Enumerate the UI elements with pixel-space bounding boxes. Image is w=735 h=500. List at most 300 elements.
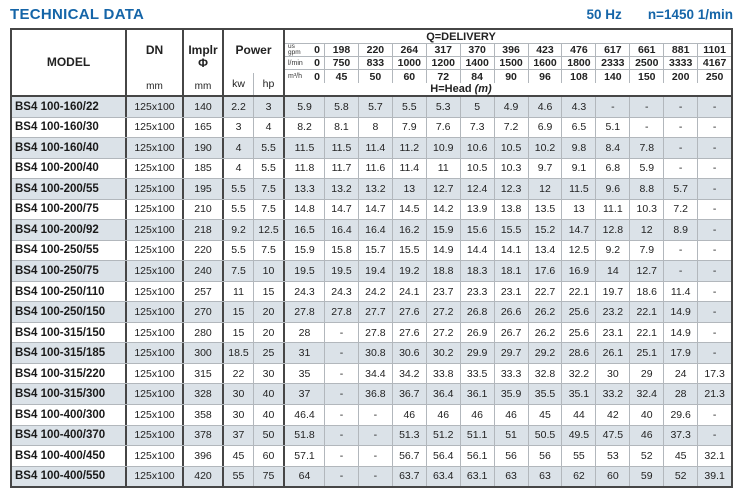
impeller-cell: 185 <box>184 159 224 179</box>
model-cell: BS4 100-200/55 <box>12 179 127 199</box>
head-cell: 15.5 <box>393 241 427 261</box>
kw-cell: 4 <box>224 138 254 158</box>
table-row <box>12 261 731 282</box>
head-cell: 33.3 <box>495 364 529 384</box>
page-title: TECHNICAL DATA <box>10 6 145 23</box>
head-cell: - <box>712 244 717 257</box>
head-cell: 8.1 <box>325 118 359 138</box>
head-cell: 26.8 <box>461 302 495 322</box>
table-row <box>12 282 731 303</box>
delivery-value: 4167 <box>702 57 727 69</box>
head-cell: 45 <box>664 446 698 466</box>
impeller-cell: 257 <box>184 282 224 302</box>
hp-cell: 4 <box>254 118 285 138</box>
head-cell: 57.1 <box>285 446 325 466</box>
delivery-value: 220 <box>359 44 393 56</box>
head-cell: 14.1 <box>495 241 529 261</box>
head-cell: 52 <box>664 467 698 487</box>
head-cell: - <box>664 159 698 179</box>
delivery-value: 881 <box>664 44 698 56</box>
impeller-cell: 280 <box>184 323 224 343</box>
head-cell: 47.5 <box>596 426 630 446</box>
model-cell: BS4 100-400/550 <box>12 467 127 487</box>
topbar <box>10 4 733 25</box>
head-cell: 36.1 <box>461 384 495 404</box>
table-row <box>12 446 731 467</box>
head-cell: 31 <box>285 343 325 363</box>
dn-cell: 125x100 <box>127 118 184 138</box>
head-cell: 46 <box>630 426 664 446</box>
head-cell: 5 <box>461 97 495 117</box>
head-cell: 13.5 <box>529 200 563 220</box>
kw-cell: 15 <box>224 323 254 343</box>
head-cell: 13.3 <box>285 179 325 199</box>
delivery-value: 1500 <box>495 57 529 69</box>
head-cell: - <box>359 405 393 425</box>
head-cell: 55 <box>562 446 596 466</box>
dn-cell: 125x100 <box>127 323 184 343</box>
head-cell: 23.1 <box>495 282 529 302</box>
head-cell: 14.8 <box>285 200 325 220</box>
head-cell: 15.5 <box>495 220 529 240</box>
impeller-cell: 420 <box>184 467 224 487</box>
unit-label-cell <box>285 70 325 83</box>
head-cell: 6.5 <box>562 118 596 138</box>
dn-cell: 125x100 <box>127 159 184 179</box>
head-cell: - <box>325 343 359 363</box>
head-cell: 34.2 <box>393 364 427 384</box>
table-row <box>12 241 731 262</box>
head-cell: 51.2 <box>427 426 461 446</box>
head-cell: 12.7 <box>630 261 664 281</box>
head-cell: 13 <box>562 200 596 220</box>
head-cell: 18.1 <box>495 261 529 281</box>
delivery-value: 90 <box>495 70 529 83</box>
head-cell: - <box>664 261 698 281</box>
head-cell: 25.1 <box>630 343 664 363</box>
head-cell: 26.2 <box>529 302 563 322</box>
head-cell: 19.5 <box>325 261 359 281</box>
delivery-value: 84 <box>461 70 495 83</box>
delivery-value: 60 <box>393 70 427 83</box>
delivery-value: 250 <box>705 70 724 83</box>
hp-cell: 10 <box>254 261 285 281</box>
head-cell: 5.9 <box>285 97 325 117</box>
head-cell: 63 <box>495 467 529 487</box>
impeller-unit: mm <box>194 81 212 92</box>
zero-value: 0 <box>314 44 320 56</box>
delivery-value: 2333 <box>596 57 630 69</box>
head-cell: 39.1 <box>704 470 725 483</box>
delivery-value: 264 <box>393 44 427 56</box>
head-cell: - <box>712 141 717 154</box>
kw-cell: 30 <box>224 405 254 425</box>
head-cell: 9.2 <box>596 241 630 261</box>
head-cell: 13.4 <box>529 241 563 261</box>
head-cell: - <box>325 467 359 487</box>
head-cell: 29.9 <box>461 343 495 363</box>
head-cell: - <box>712 285 717 298</box>
head-cell: - <box>325 364 359 384</box>
head-cell: 11.8 <box>285 159 325 179</box>
head-cell: 14.4 <box>461 241 495 261</box>
delivery-value: 45 <box>325 70 359 83</box>
dn-unit: mm <box>146 81 163 92</box>
delivery-column-header <box>285 30 731 95</box>
head-cell: 14.9 <box>427 241 461 261</box>
head-cell: 62 <box>562 467 596 487</box>
delivery-value: 1000 <box>393 57 427 69</box>
head-cell: 64 <box>285 467 325 487</box>
head-cell: - <box>664 241 698 261</box>
hp-cell: 7.5 <box>254 241 285 261</box>
table-header <box>12 30 731 97</box>
head-cell: 12.8 <box>596 220 630 240</box>
head-cell: 7.2 <box>495 118 529 138</box>
head-cell: 26.2 <box>529 323 563 343</box>
model-cell: BS4 100-400/450 <box>12 446 127 466</box>
head-cell: - <box>712 347 717 360</box>
table-row <box>12 302 731 323</box>
head-cell: 63.1 <box>461 467 495 487</box>
dn-cell: 125x100 <box>127 426 184 446</box>
head-cell: 15.6 <box>461 220 495 240</box>
head-cell: 11.5 <box>285 138 325 158</box>
head-cell: 15.2 <box>529 220 563 240</box>
head-cell: 51 <box>495 426 529 446</box>
head-cell: 37.3 <box>664 426 698 446</box>
head-cell: 12.3 <box>495 179 529 199</box>
model-cell: BS4 100-315/150 <box>12 323 127 343</box>
head-cell: 11.2 <box>393 138 427 158</box>
head-cell: 11.6 <box>359 159 393 179</box>
head-cell: - <box>664 118 698 138</box>
impeller-cell: 165 <box>184 118 224 138</box>
kw-cell: 15 <box>224 302 254 322</box>
head-cell: 56.7 <box>393 446 427 466</box>
head-cell: 21.3 <box>704 388 725 401</box>
head-cell: 37 <box>285 384 325 404</box>
head-cell: 13.2 <box>359 179 393 199</box>
head-cell: 35.5 <box>529 384 563 404</box>
head-cell: 9.7 <box>529 159 563 179</box>
head-cell: 5.8 <box>325 97 359 117</box>
head-cell: 19.2 <box>393 261 427 281</box>
head-cell: - <box>664 97 698 117</box>
gpm-unit-label: us gpm <box>288 43 301 56</box>
delivery-value: 140 <box>596 70 630 83</box>
head-cell: - <box>712 326 717 339</box>
model-cell: BS4 100-250/75 <box>12 261 127 281</box>
head-cell: 7.9 <box>393 118 427 138</box>
head-cell: 19.7 <box>596 282 630 302</box>
head-cell: 17.9 <box>664 343 698 363</box>
head-cell: 7.9 <box>630 241 664 261</box>
head-cell: 29.2 <box>529 343 563 363</box>
delivery-value: 661 <box>630 44 664 56</box>
impeller-cell: 218 <box>184 220 224 240</box>
head-cell: 42 <box>596 405 630 425</box>
hp-cell: 5.5 <box>254 138 285 158</box>
phi-symbol: Φ <box>198 56 208 71</box>
unit-row <box>285 44 731 57</box>
head-cell: 26.6 <box>495 302 529 322</box>
dn-column-header <box>127 30 184 95</box>
hp-cell: 75 <box>254 467 285 487</box>
kw-cell: 5.5 <box>224 200 254 220</box>
head-cell: 9.8 <box>562 138 596 158</box>
head-cell: 30.2 <box>427 343 461 363</box>
hp-cell: 3 <box>254 97 285 117</box>
delivery-value: 1600 <box>529 57 563 69</box>
head-cell: 5.9 <box>630 159 664 179</box>
head-cell: 15.9 <box>427 220 461 240</box>
delivery-value: 396 <box>495 44 529 56</box>
head-cell: 10.5 <box>495 138 529 158</box>
head-cell: 24.1 <box>393 282 427 302</box>
hp-cell: 7.5 <box>254 200 285 220</box>
head-cell: 26.1 <box>596 343 630 363</box>
head-cell: 24.3 <box>285 282 325 302</box>
kw-cell: 45 <box>224 446 254 466</box>
table-row <box>12 179 731 200</box>
hp-cell: 5.5 <box>254 159 285 179</box>
head-cell: - <box>712 265 717 278</box>
head-cell: 11.4 <box>664 282 698 302</box>
head-cell: 33.8 <box>427 364 461 384</box>
model-cell: BS4 100-400/370 <box>12 426 127 446</box>
head-cell: 19.4 <box>359 261 393 281</box>
head-cell: 27.2 <box>427 302 461 322</box>
delivery-title: Q=DELIVERY <box>285 30 731 44</box>
head-cell: - <box>596 97 630 117</box>
kw-cell: 30 <box>224 384 254 404</box>
kw-label: kw <box>224 73 254 95</box>
impeller-cell: 190 <box>184 138 224 158</box>
impeller-column-header <box>184 30 224 95</box>
head-cell: 8.2 <box>285 118 325 138</box>
kw-cell: 37 <box>224 426 254 446</box>
dn-cell: 125x100 <box>127 220 184 240</box>
frequency-label: 50 Hz <box>586 7 622 22</box>
head-cell: 51.3 <box>393 426 427 446</box>
delivery-unit-rows <box>285 44 731 83</box>
kw-cell: 9.2 <box>224 220 254 240</box>
head-cell: 27.8 <box>359 323 393 343</box>
table-row <box>12 467 731 487</box>
head-cell: 5.7 <box>359 97 393 117</box>
unit-row <box>285 70 731 83</box>
delivery-value: 72 <box>427 70 461 83</box>
head-cell: 51.8 <box>285 426 325 446</box>
head-cell: 46.4 <box>285 405 325 425</box>
head-cell: 14.5 <box>393 200 427 220</box>
model-column-header <box>12 30 127 95</box>
head-cell: 10.5 <box>461 159 495 179</box>
head-cell: 36.4 <box>427 384 461 404</box>
head-cell: 56.1 <box>461 446 495 466</box>
head-cell: 35.9 <box>495 384 529 404</box>
head-cell: 63 <box>529 467 563 487</box>
table-row <box>12 384 731 405</box>
head-cell: 8 <box>359 118 393 138</box>
dn-cell: 125x100 <box>127 343 184 363</box>
head-cell: 18.6 <box>630 282 664 302</box>
head-cell: 46 <box>393 405 427 425</box>
table-row <box>12 159 731 180</box>
model-cell: BS4 100-315/300 <box>12 384 127 404</box>
hp-cell: 60 <box>254 446 285 466</box>
impeller-cell: 396 <box>184 446 224 466</box>
table-body <box>12 97 731 486</box>
impeller-cell: 328 <box>184 384 224 404</box>
head-cell: 49.5 <box>562 426 596 446</box>
model-cell: BS4 100-200/92 <box>12 220 127 240</box>
head-cell: 27.6 <box>393 302 427 322</box>
head-cell: 16.4 <box>325 220 359 240</box>
head-cell: 44 <box>562 405 596 425</box>
head-cell: - <box>712 182 717 195</box>
head-cell: 56 <box>495 446 529 466</box>
head-cell: 35.1 <box>562 384 596 404</box>
head-cell: 13.9 <box>461 200 495 220</box>
model-cell: BS4 100-160/22 <box>12 97 127 117</box>
table-row <box>12 426 731 447</box>
head-cell: - <box>630 118 664 138</box>
head-cell: 16.2 <box>393 220 427 240</box>
head-cell: 14.7 <box>562 220 596 240</box>
dn-cell: 125x100 <box>127 446 184 466</box>
head-cell: 10.3 <box>495 159 529 179</box>
delivery-value: 423 <box>529 44 563 56</box>
head-cell: 18.3 <box>461 261 495 281</box>
head-cell: 27.8 <box>325 302 359 322</box>
unit-row <box>285 57 731 70</box>
head-cell: 63.7 <box>393 467 427 487</box>
head-cell: 36.8 <box>359 384 393 404</box>
model-cell: BS4 100-160/30 <box>12 118 127 138</box>
impeller-cell: 210 <box>184 200 224 220</box>
delivery-value: 2500 <box>630 57 664 69</box>
delivery-value: 200 <box>664 70 698 83</box>
head-cell: 7.6 <box>427 118 461 138</box>
head-cell: 50.5 <box>529 426 563 446</box>
kw-cell: 7.5 <box>224 261 254 281</box>
hp-cell: 12.5 <box>254 220 285 240</box>
head-cell: 30.6 <box>393 343 427 363</box>
head-cell: 52 <box>630 446 664 466</box>
head-cell: - <box>325 405 359 425</box>
head-cell: 5.3 <box>427 97 461 117</box>
head-cell: 14.7 <box>325 200 359 220</box>
model-cell: BS4 100-315/220 <box>12 364 127 384</box>
head-cell: 63.4 <box>427 467 461 487</box>
head-cell: 33.5 <box>461 364 495 384</box>
head-cell: 12 <box>630 220 664 240</box>
head-cell: 10.9 <box>427 138 461 158</box>
power-column-header <box>224 30 285 95</box>
dn-cell: 125x100 <box>127 302 184 322</box>
delivery-value: 833 <box>359 57 393 69</box>
delivery-value: 1101 <box>703 44 726 56</box>
head-cell: - <box>712 121 717 134</box>
head-cell: 23.1 <box>596 323 630 343</box>
impeller-cell: 195 <box>184 179 224 199</box>
model-cell: BS4 100-315/185 <box>12 343 127 363</box>
head-cell: 12.5 <box>562 241 596 261</box>
head-cell: 15.9 <box>285 241 325 261</box>
head-cell: 28 <box>664 384 698 404</box>
table-row <box>12 138 731 159</box>
head-cell: 28.6 <box>562 343 596 363</box>
head-cell: 59 <box>630 467 664 487</box>
head-cell: 27.8 <box>285 302 325 322</box>
unit-label-cell <box>285 57 325 69</box>
head-cell: 22.1 <box>562 282 596 302</box>
head-cell: 26.7 <box>495 323 529 343</box>
head-cell: 11.4 <box>393 159 427 179</box>
delivery-value: 198 <box>325 44 359 56</box>
head-cell: 12.7 <box>427 179 461 199</box>
dn-cell: 125x100 <box>127 138 184 158</box>
hp-cell: 20 <box>254 302 285 322</box>
dn-cell: 125x100 <box>127 364 184 384</box>
head-cell: 15.7 <box>359 241 393 261</box>
dn-cell: 125x100 <box>127 200 184 220</box>
delivery-value: 317 <box>427 44 461 56</box>
head-cell: 53 <box>596 446 630 466</box>
head-cell: 25.6 <box>562 323 596 343</box>
head-cell: 51.1 <box>461 426 495 446</box>
impeller-cell: 140 <box>184 97 224 117</box>
kw-cell: 5.5 <box>224 179 254 199</box>
head-cell: - <box>359 446 393 466</box>
impeller-cell: 300 <box>184 343 224 363</box>
head-cell: 22.1 <box>630 302 664 322</box>
head-cell: - <box>325 426 359 446</box>
head-cell: 4.3 <box>562 97 596 117</box>
dn-cell: 125x100 <box>127 405 184 425</box>
head-cell: 27.6 <box>393 323 427 343</box>
hp-cell: 40 <box>254 405 285 425</box>
impeller-label: Implr Φ <box>188 43 218 71</box>
head-cell: 36.7 <box>393 384 427 404</box>
head-cell: 56.4 <box>427 446 461 466</box>
head-cell: 5.1 <box>596 118 630 138</box>
model-cell: BS4 100-250/55 <box>12 241 127 261</box>
head-cell: 11.1 <box>596 200 630 220</box>
head-cell: 46 <box>427 405 461 425</box>
head-cell: 9.6 <box>596 179 630 199</box>
head-cell: - <box>712 429 717 442</box>
zero-value: 0 <box>314 70 320 83</box>
head-cell: 5.7 <box>664 179 698 199</box>
impeller-cell: 220 <box>184 241 224 261</box>
head-cell: - <box>630 97 664 117</box>
dn-cell: 125x100 <box>127 241 184 261</box>
head-cell: 7.8 <box>630 138 664 158</box>
model-cell: BS4 100-250/110 <box>12 282 127 302</box>
head-cell: - <box>712 203 717 216</box>
model-cell: BS4 100-400/300 <box>12 405 127 425</box>
head-cell: 32.8 <box>529 364 563 384</box>
kw-cell: 2.2 <box>224 97 254 117</box>
impeller-cell: 270 <box>184 302 224 322</box>
hp-cell: 40 <box>254 384 285 404</box>
delivery-value: 150 <box>630 70 664 83</box>
table-row <box>12 97 731 118</box>
head-cell: - <box>359 426 393 446</box>
